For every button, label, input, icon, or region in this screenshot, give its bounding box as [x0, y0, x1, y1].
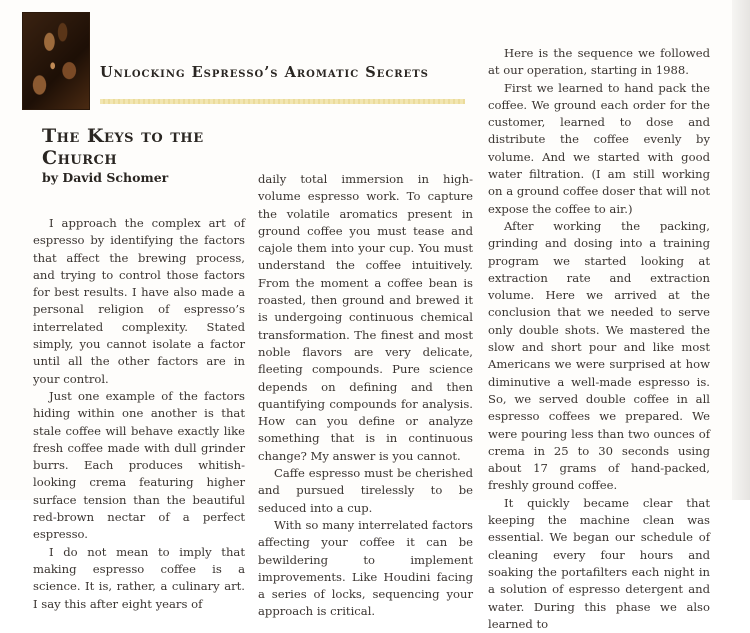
article-title-line1: The Keys to the: [42, 125, 204, 147]
paragraph: I approach the complex art of espresso by identifying the factors that affect the brewing process, and trying to control those factors for best results. I have also made a personal religion of espresso’s interrelated complexity. Stated simply, you cannot isolate a factor until all the other factors are in your control.: [33, 216, 245, 386]
section-divider: [100, 99, 465, 104]
page-edge: [732, 0, 750, 500]
coffee-beans-photo: [22, 12, 90, 110]
column-2: [258, 171, 473, 621]
paragraph: After working the packing, grinding and dosing into a training program we started looking at extraction rate and extraction volume. Here we arrived at the conclusion that we needed to serve only double shots. We mastered the slow and short pour and like most Americans we were surprised at how diminutive a well-made espresso is. So, we served double coffee in all espresso coffees we prepared. We were pouring less than two ounces of crema in 25 to 30 seconds using about 17 grams of hand-packed, freshly ground coffee.: [488, 218, 710, 493]
column-1: [33, 215, 245, 613]
paragraph: Just one example of the factors hiding within one another is that stale coffee will behave exactly like fresh coffee made with dull grinder burrs. Each produces whitish-looking crema featuring higher surface tension than the beautiful red-brown nectar of a perfect espresso.: [33, 388, 245, 542]
section-title: [100, 64, 429, 81]
column-3: [488, 45, 710, 633]
paragraph: With so many interrelated factors affecting your coffee it can be bewildering to implement improvements. Like Houdini facing a series of locks, sequencing your approach is critical.: [258, 517, 473, 619]
paragraph: I do not mean to imply that making espresso coffee is a science. It is, rather, a culinary art. I say this after eight years of: [33, 544, 245, 611]
paragraph: It quickly became clear that keeping the machine clean was essential. We began our schedule of cleaning every four hours and soaking the portafilters each night in a solution of espresso detergent and water. During this phase we also learned to: [488, 495, 710, 631]
article-title: [42, 125, 252, 169]
paragraph: First we learned to hand pack the coffee. We ground each order for the customer, learned to dose and distribute the coffee evenly by volume. And we started with good water filtration. (I am still working on a ground coffee doser that will not expose the coffee to air.): [488, 80, 710, 216]
article-title-line2: Church: [42, 147, 118, 169]
section-title-text: Unlocking Espresso’s Aromatic Secrets: [100, 64, 429, 81]
byline: by David Schomer: [42, 170, 169, 185]
paragraph: daily total immersion in high-volume espresso work. To capture the volatile aromatics present in ground coffee you must tease and cajole them into your cup. You must understand the coffee intuitively. From the moment a coffee bean is roasted, then ground and brewed it is undergoing continuous chemical transformation. The finest and most noble flavors are very delicate, fleeting compounds. Pure science depends on defining and then quantifying compounds for analysis. How can you define or analyze something that is in continuous change? My answer is you cannot.: [258, 172, 473, 463]
paragraph: Here is the sequence we followed at our operation, starting in 1988.: [488, 46, 710, 78]
paragraph: Caffe espresso must be cherished and pursued tirelessly to be seduced into a cup.: [258, 466, 473, 515]
